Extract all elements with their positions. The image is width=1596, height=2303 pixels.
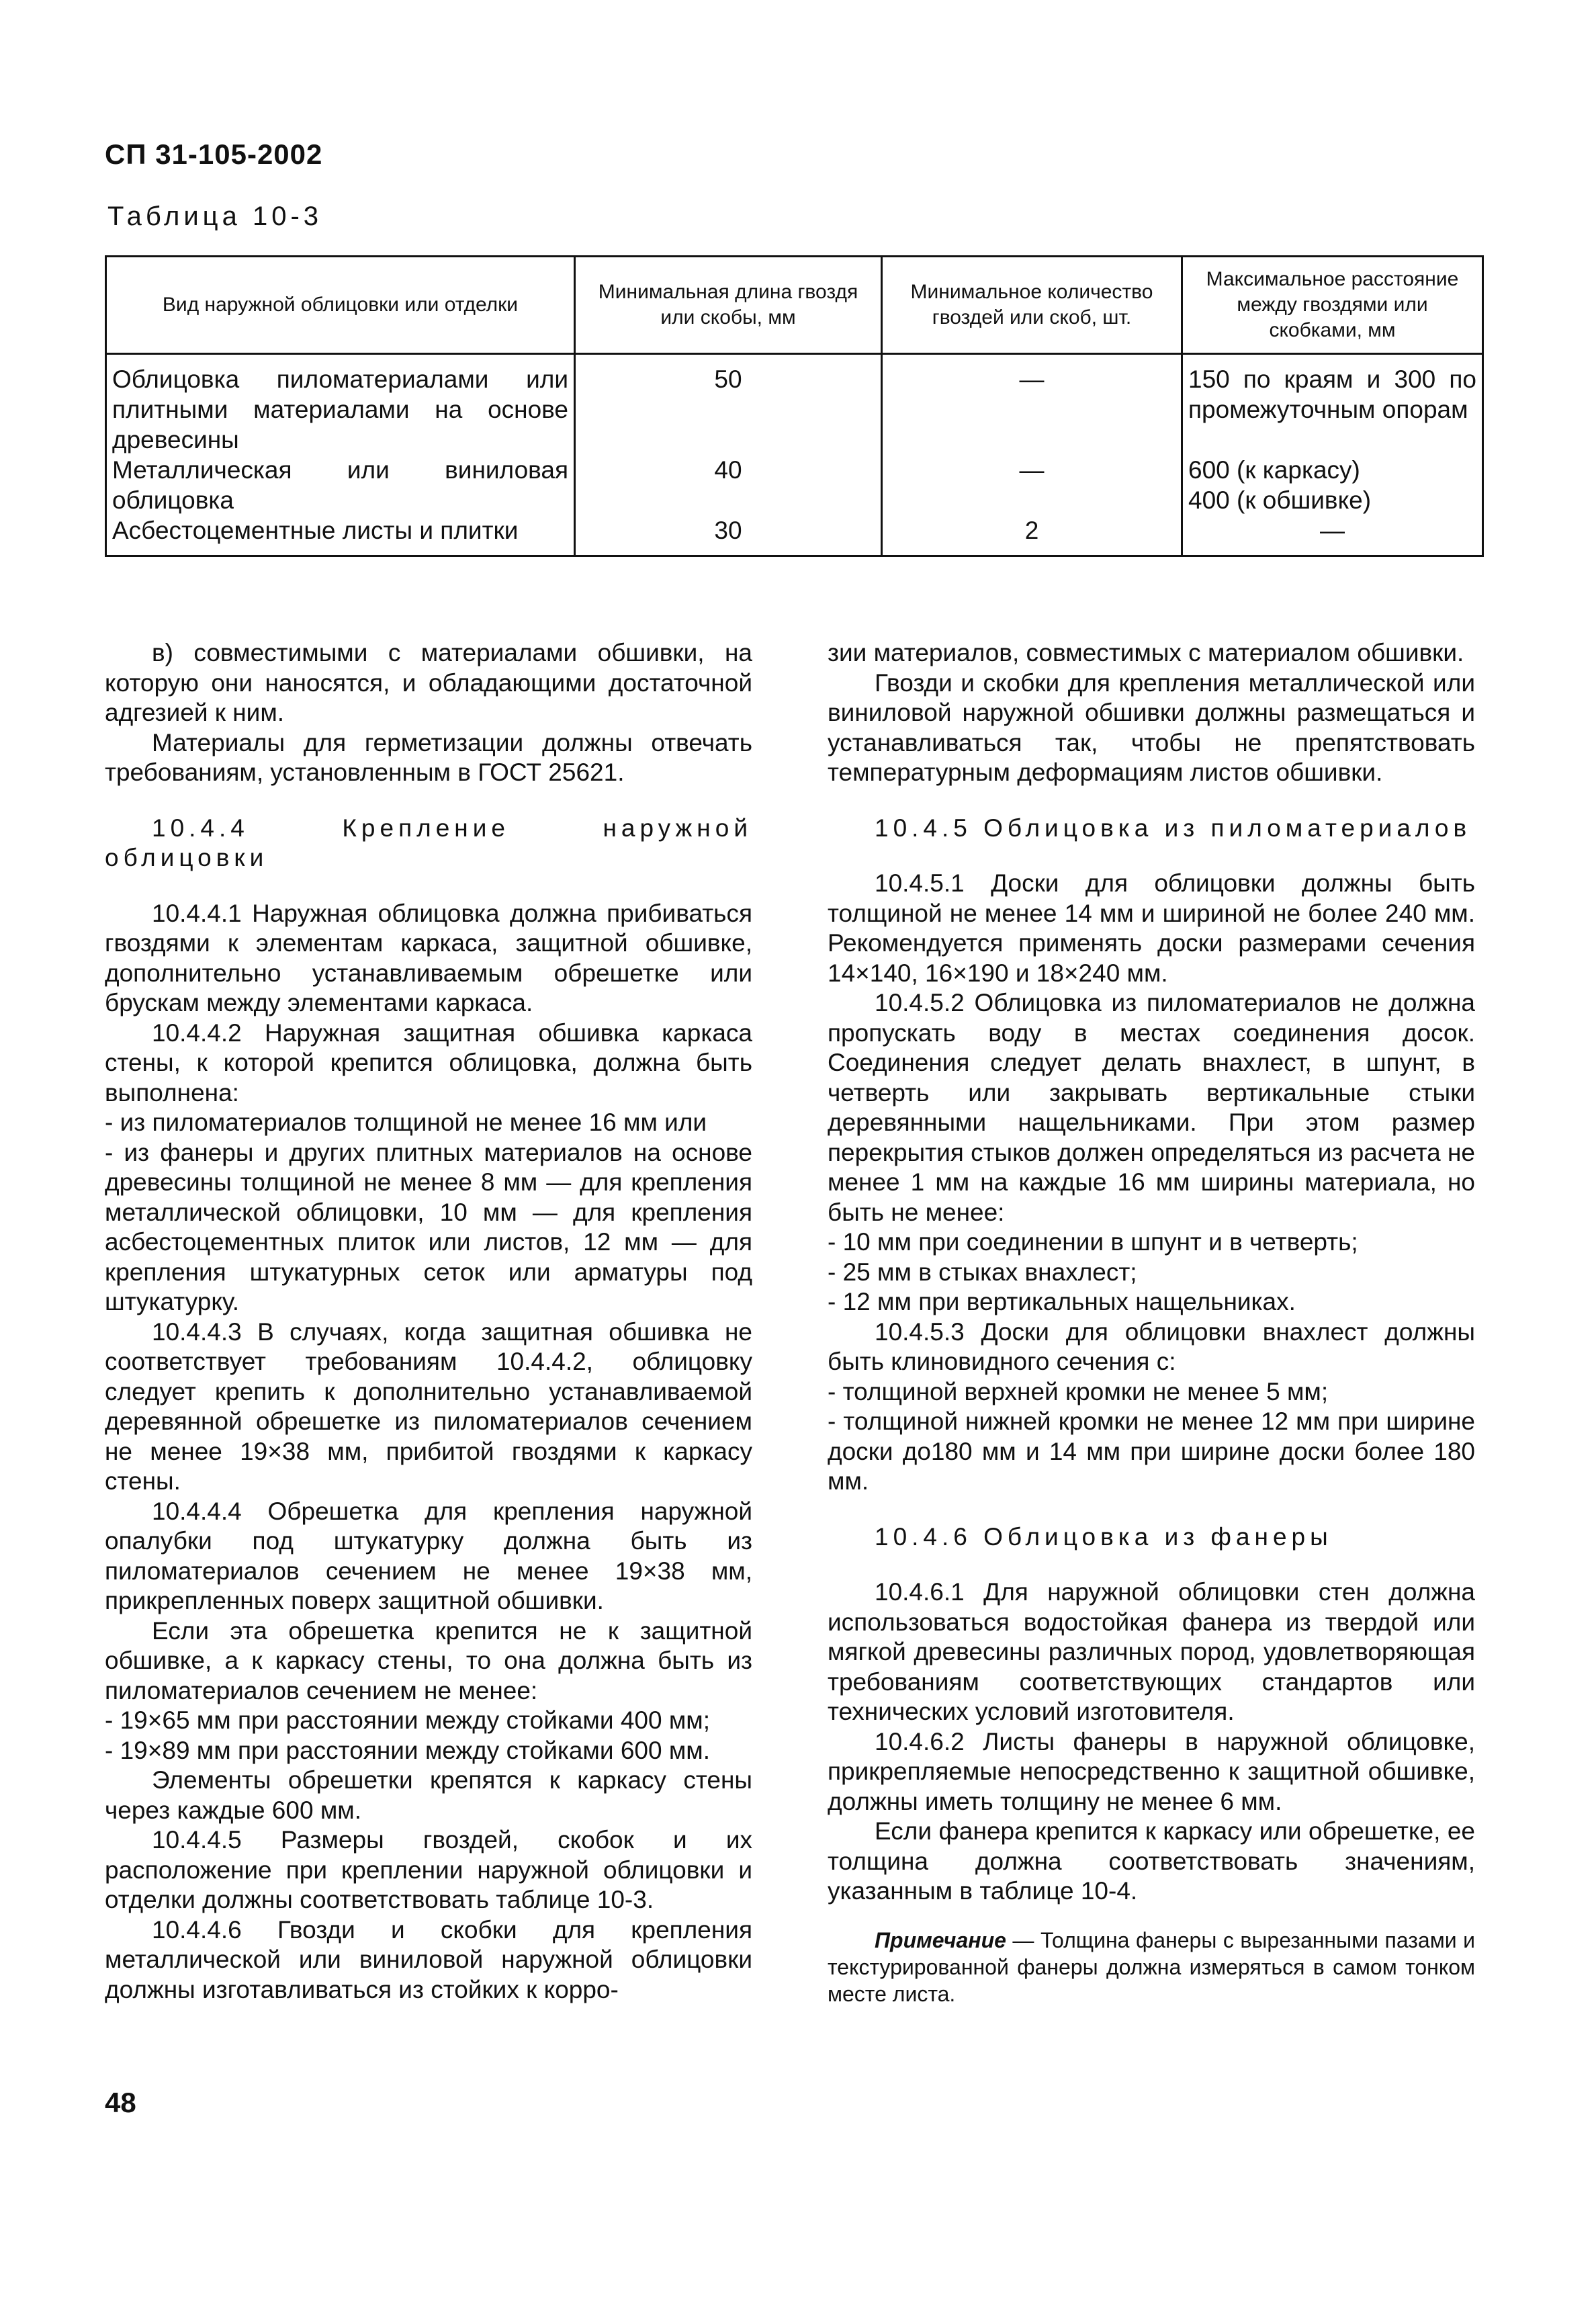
list-item: - из пиломатериалов толщиной не менее 16 мм или [105, 1109, 707, 1136]
table-caption: Таблица 10-3 [107, 202, 323, 231]
note [828, 1927, 1475, 2007]
paragraph: 10.4.4.4 Обрешетка для крепления наружной опалубки под штукатурку должна быть из пиломатериалов сечением не менее 19×38 мм, прикрепленных поверх защитной обшивки. [105, 1497, 752, 1614]
paragraph: Элементы обрешетки крепятся к каркасу стены через каждые 600 мм. [105, 1766, 752, 1824]
page-number: 48 [105, 2087, 136, 2118]
list-item: - из фанеры и других плитных материалов на основе древесины толщиной не менее 8 мм — для крепления металлической облицовки, 10 мм — для крепления асбестоцементных плиток или листов, 12 мм — для крепления штукатурных сеток или арматуры под штукатурку. [105, 1138, 752, 1315]
table-cell: Металлическая или виниловая облицовка [106, 455, 575, 515]
table-header-row [106, 257, 1483, 354]
table-row [106, 354, 1483, 455]
table-cell: — [882, 455, 1182, 515]
left-column [105, 638, 752, 2005]
paragraph: 10.4.4.6 Гвозди и скобки для крепления металлической или виниловой наружной облицовки должны изготавливаться из стойких к корро- [105, 1915, 752, 2003]
header-max-spacing: Максимальное расстояние между гвоздями или скобками, мм [1182, 257, 1483, 354]
paragraph: 10.4.6.1 Для наружной облицовки стен должна использоваться водостойкая фанера из твердой или мягкой древесины различных пород, удовлетворяющая требованиям соответствующих стандартов или технических условий изготовителя. [828, 1578, 1475, 1725]
table-cell: Облицовка пиломатериалами или плитными материалами на основе древесины [106, 354, 575, 455]
table-cell: 40 [575, 455, 882, 515]
list-item: - толщиной нижней кромки не менее 12 мм при ширине доски до180 мм и 14 мм при ширине доски более 180 мм. [828, 1407, 1475, 1495]
paragraph: 10.4.6.2 Листы фанеры в наружной облицовке, прикрепляемые непосредственно к защитной обшивке, должны иметь толщину не менее 6 мм. [828, 1727, 1475, 1815]
table-row [106, 515, 1483, 556]
list-item: - 25 мм в стыках внахлест; [828, 1258, 1137, 1286]
paragraph: Если эта обрешетка крепится не к защитной обшивке, а к каркасу стены, то она должна быть из пиломатериалов сечением не менее: [105, 1616, 752, 1704]
list-item: - 10 мм при соединении в шпунт и в четверть; [828, 1228, 1358, 1256]
note-text: — Толщина фанеры с вырезанными пазами и текстурированной фанеры должна измеряться в самом тонком месте листа. [828, 1927, 1475, 2006]
table-cell: 50 [575, 354, 882, 455]
table-row [106, 455, 1483, 515]
paragraph: 10.4.4.1 Наружная облицовка должна прибиваться гвоздями к элементам каркаса, защитной обшивке, дополнительно устанавливаемым обрешетке или брускам между элементами каркаса. [105, 899, 752, 1016]
header-min-count: Минимальное количество гвоздей или скоб, шт. [882, 257, 1182, 354]
note-label: Примечание [875, 1927, 1006, 1952]
list-item: - 19×89 мм при расстоянии между стойками 600 мм. [105, 1736, 710, 1764]
fastener-table [105, 255, 1484, 557]
paragraph: в) совместимыми с материалами обшивки, на которую они наносятся, и обладающими достаточной адгезией к ним. [105, 639, 752, 726]
paragraph: 10.4.4.5 Размеры гвоздей, скобок и их расположение при креплении наружной облицовки и отделки должны соответствовать таблице 10-3. [105, 1826, 752, 1913]
header-facing-type: Вид наружной облицовки или отделки [106, 257, 575, 354]
list-item: - 12 мм при вертикальных нащельниках. [828, 1288, 1296, 1315]
header-min-length: Минимальная длина гвоздя или скобы, мм [575, 257, 882, 354]
document-code: СП 31-105-2002 [105, 138, 323, 170]
table-cell: 150 по краям и 300 по промежуточным опорам [1182, 354, 1483, 455]
paragraph: Гвозди и скобки для крепления металлической или виниловой наружной обшивки должны размещаться и устанавливаться так, чтобы не препятствовать температурным деформациям листов обшивки. [828, 668, 1475, 786]
section-heading: 10.4.6 Облицовка из фанеры [875, 1522, 1333, 1551]
paragraph: 10.4.4.3 В случаях, когда защитная обшивка не соответствует требованиям 10.4.4.2, облицовку следует крепить к дополнительно устанавливаемой деревянной обрешетке из пиломатериалов сечением не менее 19×38 мм, прибитой гвоздями к каркасу стены. [105, 1317, 752, 1495]
paragraph: Материалы для герметизации должны отвечать требованиям, установленным в ГОСТ 25621. [105, 728, 752, 786]
list-item: - 19×65 мм при расстоянии между стойками 400 мм; [105, 1706, 710, 1734]
table-cell: — [1182, 515, 1483, 556]
section-heading: 10.4.4 Крепление наружной облицовки [105, 814, 752, 871]
table-cell: 30 [575, 515, 882, 556]
table-cell: Асбестоцементные листы и плитки [106, 515, 575, 556]
paragraph: Если фанера крепится к каркасу или обрешетке, ее толщина должна соответствовать значениям, указанным в таблице 10-4. [828, 1817, 1475, 1905]
paragraph: 10.4.5.2 Облицовка из пиломатериалов не должна пропускать воду в местах соединения досок. Соединения следует делать внахлест, в шпунт, в четверть или закрывать вертикальные стыки деревянными нащельниками. При этом размер перекрытия стыков должен определяться из расчета не менее 1 мм на каждые 16 мм ширины материала, но быть не менее: [828, 989, 1475, 1226]
list-item: - толщиной верхней кромки не менее 5 мм; [828, 1377, 1329, 1405]
section-heading: 10.4.5 Облицовка из пиломатериалов [875, 814, 1472, 842]
paragraph: 10.4.5.1 Доски для облицовки должны быть толщиной не менее 14 мм и шириной не более 240 мм. Рекомендуется применять доски размерами сечения 14×140, 16×190 и 18×240 мм. [828, 869, 1475, 987]
right-column [828, 638, 1475, 2007]
table-cell: — [882, 354, 1182, 455]
paragraph: зии материалов, совместимых с материалом обшивки. [828, 639, 1464, 666]
table-cell: 600 (к каркасу) 400 (к обшивке) [1182, 455, 1483, 515]
table-cell: 2 [882, 515, 1182, 556]
paragraph: 10.4.4.2 Наружная защитная обшивка каркаса стены, к которой крепится облицовка, должна быть выполнена: [105, 1018, 752, 1106]
paragraph: 10.4.5.3 Доски для облицовки внахлест должны быть клиновидного сечения с: [828, 1317, 1475, 1375]
